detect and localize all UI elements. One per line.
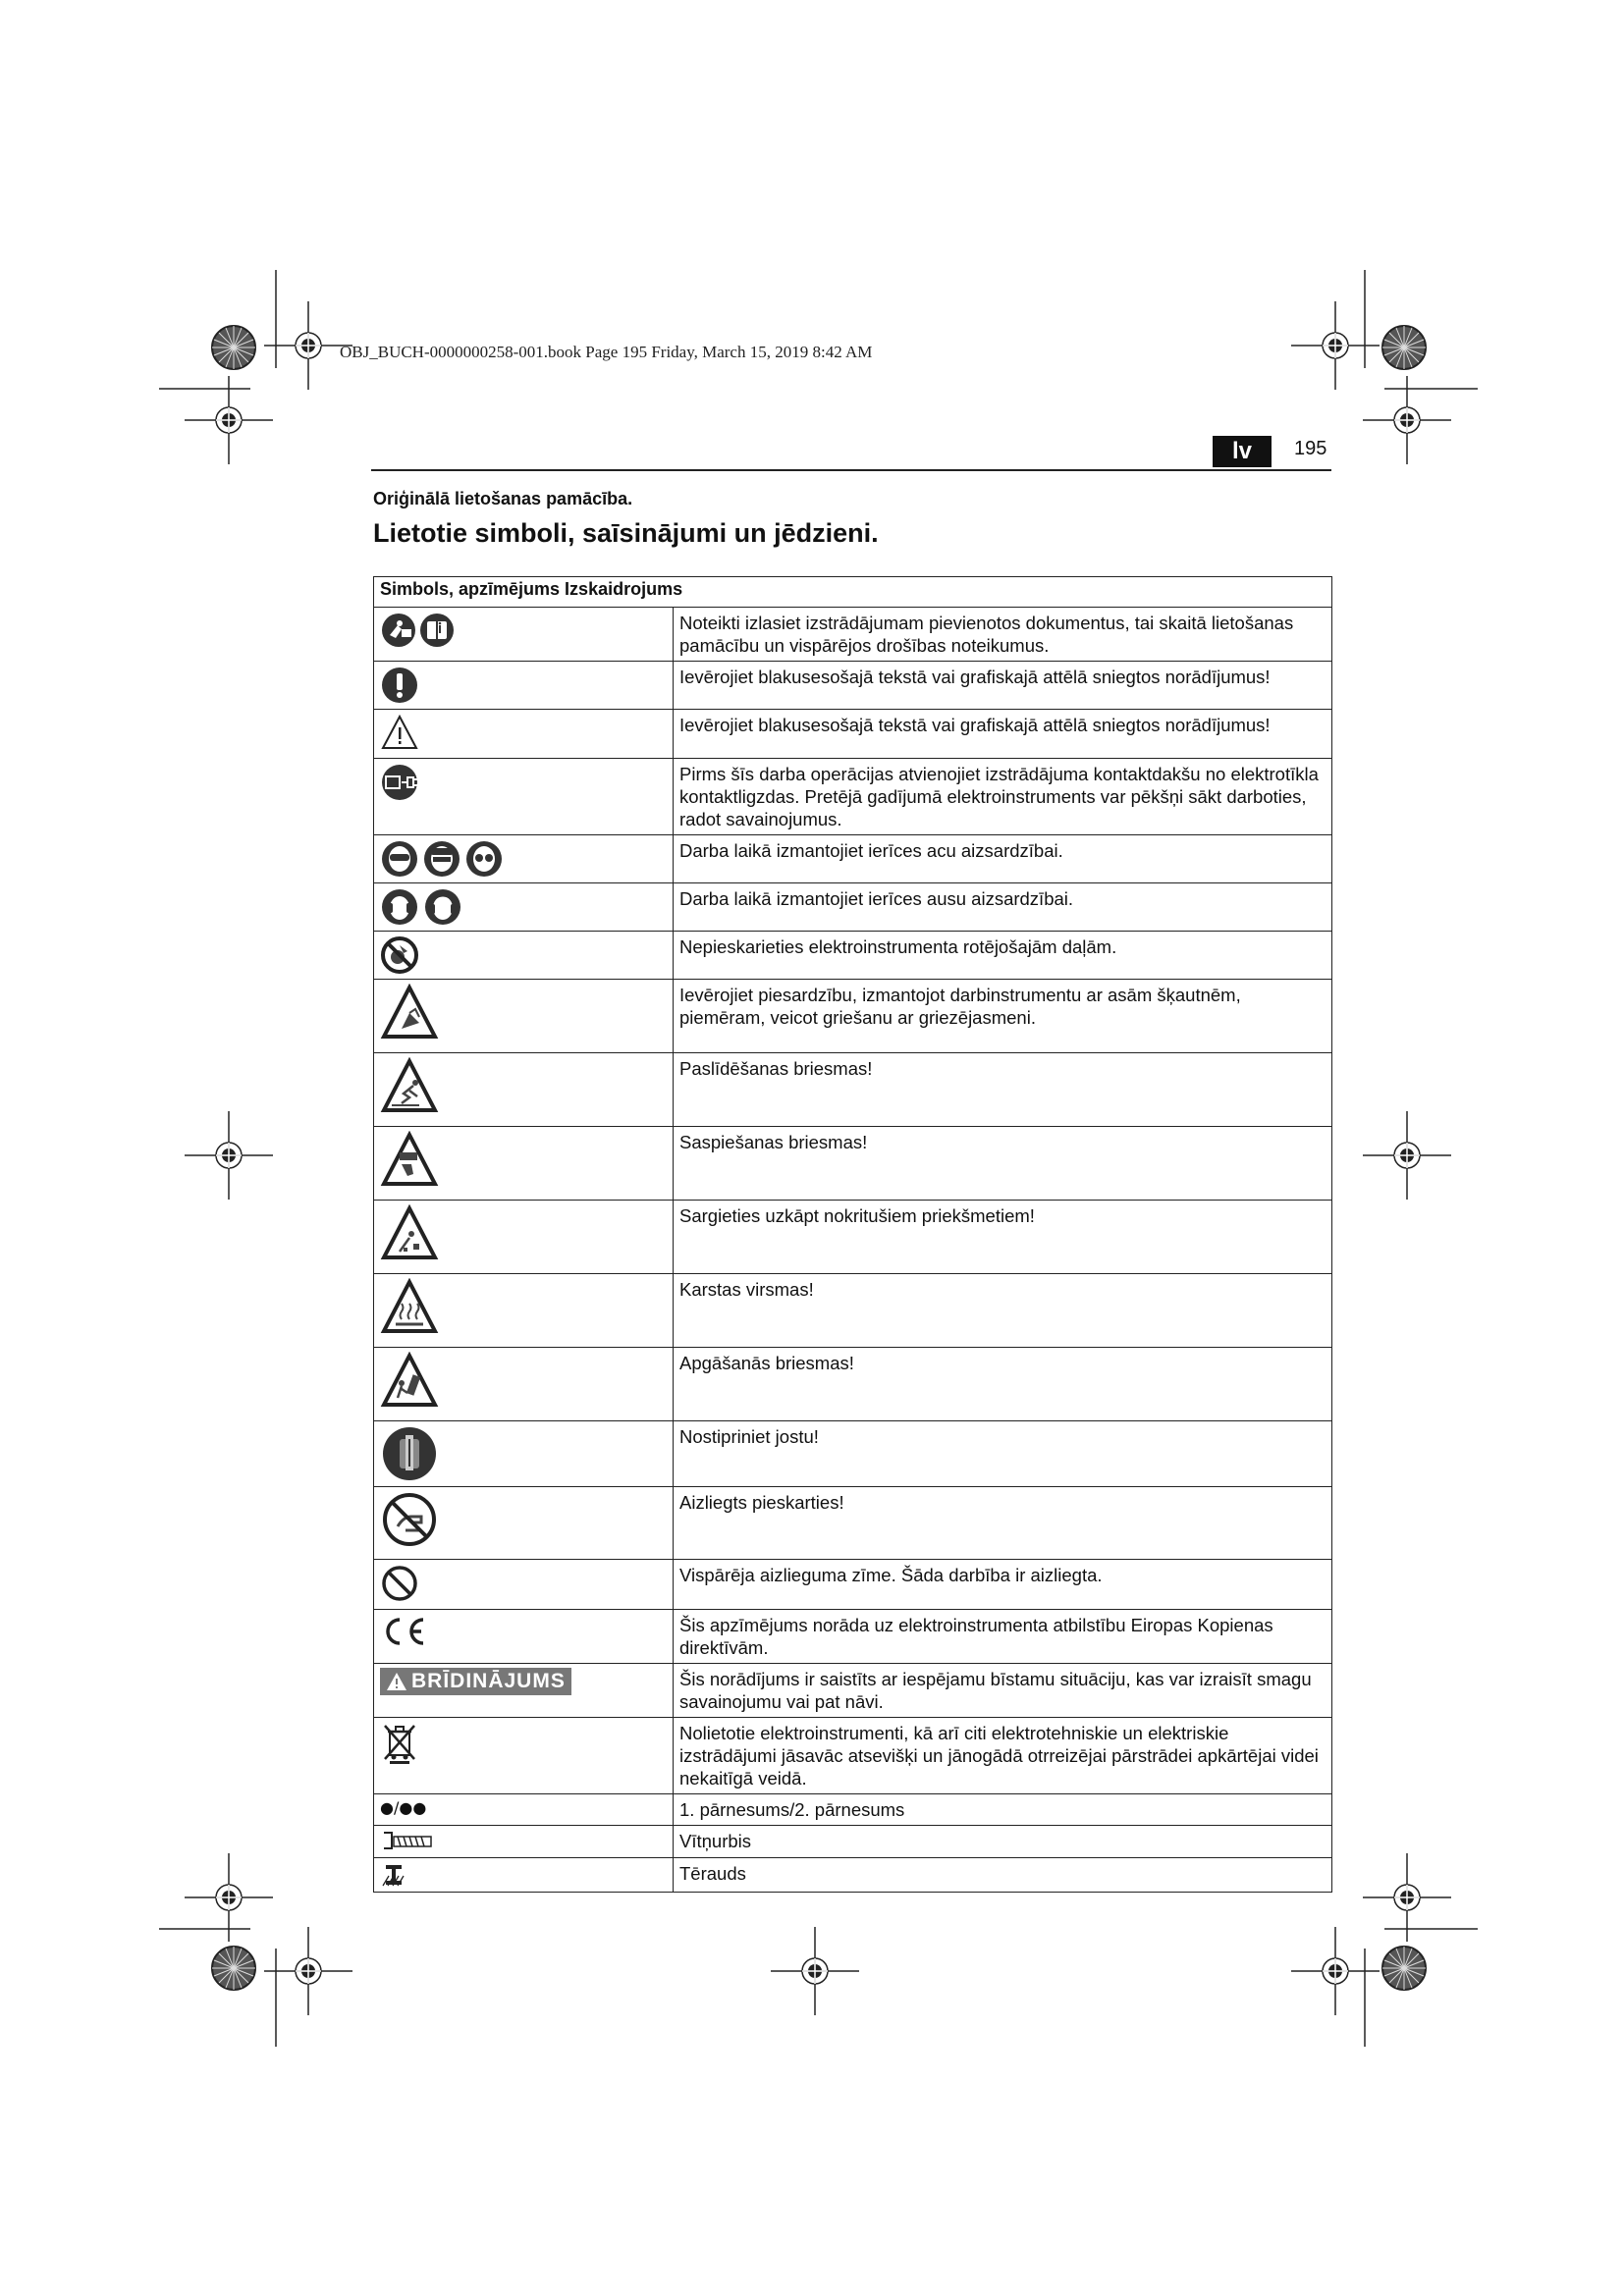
- crush-warning-icon: [380, 1131, 439, 1188]
- sharp-edges-warning-icon: [380, 984, 439, 1041]
- warning-badge-label: BRĪDINĀJUMS: [411, 1670, 566, 1692]
- ce-mark-icon: [380, 1614, 427, 1649]
- table-row: [374, 1053, 1332, 1127]
- table-header-row: [374, 577, 1332, 608]
- row-text: Šis apzīmējums norāda uz elektroinstrumenta atbilstību Eiropas Kopienas direktīvām.: [674, 1610, 1332, 1664]
- header-rule: [371, 469, 1331, 471]
- row-text: Tērauds: [674, 1858, 1332, 1893]
- document-subtitle: Oriģinālā lietošanas pamācība.: [373, 489, 633, 508]
- symbols-table: [373, 576, 1332, 1893]
- table-row: [374, 980, 1332, 1053]
- table-row: [374, 1560, 1332, 1610]
- gear-dots-icon: ●/●●: [380, 1798, 427, 1817]
- table-row: [374, 1348, 1332, 1421]
- table-row: [374, 1610, 1332, 1664]
- table-row: [374, 1421, 1332, 1487]
- page-title: Lietotie simboli, saīsinājumi un jēdzieni.: [373, 518, 879, 548]
- slip-warning-icon: [380, 1057, 439, 1114]
- falling-objects-warning-icon: [380, 1204, 439, 1261]
- table-row: [374, 662, 1332, 710]
- steel-icon: [380, 1862, 409, 1888]
- table-row: [374, 1201, 1332, 1274]
- table-row: [374, 1274, 1332, 1348]
- row-text: Apgāšanās briesmas!: [674, 1348, 1332, 1421]
- row-text: Paslīdēšanas briesmas!: [674, 1053, 1332, 1127]
- row-text: Nepieskarieties elektroinstrumenta rotējošajām daļām.: [674, 932, 1332, 980]
- table-row: [374, 1664, 1332, 1718]
- no-touch-rotating-icon: [380, 935, 419, 975]
- warning-badge: [380, 1668, 571, 1695]
- language-badge: lv: [1213, 436, 1272, 467]
- ear-protection-icon: [380, 887, 466, 927]
- tipping-warning-icon: [380, 1352, 439, 1409]
- row-text: Aizliegts pieskarties!: [674, 1487, 1332, 1560]
- warning-badge-triangle-icon: [386, 1672, 407, 1691]
- table-row: [374, 710, 1332, 759]
- table-row: [374, 1718, 1332, 1794]
- row-text: Sargieties uzkāpt nokritušiem priekšmetiem!: [674, 1201, 1332, 1274]
- warning-triangle-icon: [380, 714, 419, 751]
- table-row: [374, 835, 1332, 883]
- tap-drill-icon: [380, 1830, 435, 1851]
- table-row: [374, 608, 1332, 662]
- row-text: Ievērojiet blakusesošajā tekstā vai grafiskajā attēlā sniegtos norādījumus!: [674, 662, 1332, 710]
- table-header: Simbols, apzīmējums Izskaidrojums: [374, 577, 1332, 608]
- row-text: Pirms šīs darba operācijas atvienojiet izstrādājuma kontaktdakšu no elektrotīkla kontaktligzdas. Pretējā gadījumā elektroinstruments var pēkšņi sākt darboties, radot savainojumus.: [674, 759, 1332, 835]
- page-number: 195: [1294, 438, 1327, 459]
- prohibition-icon: [380, 1564, 419, 1603]
- read-manual-icon: [380, 612, 459, 649]
- table-row: [374, 1487, 1332, 1560]
- row-text: Darba laikā izmantojiet ierīces ausu aizsardzībai.: [674, 883, 1332, 932]
- row-text: Vītņurbis: [674, 1826, 1332, 1858]
- row-text: 1. pārnesums/2. pārnesums: [674, 1794, 1332, 1826]
- unplug-icon: [380, 763, 421, 802]
- row-text: Ievērojiet blakusesošajā tekstā vai grafiskajā attēlā sniegtos norādījumus!: [674, 710, 1332, 759]
- row-text: Vispārēja aizlieguma zīme. Šāda darbība ir aizliegta.: [674, 1560, 1332, 1610]
- row-text: Šis norādījums ir saistīts ar iespējamu bīstamu situāciju, kas var izraisīt smagu savainojumu vai pat nāvi.: [674, 1664, 1332, 1718]
- fasten-belt-icon: [380, 1425, 439, 1482]
- table-row: [374, 883, 1332, 932]
- table-row: [374, 1127, 1332, 1201]
- weee-bin-icon: [380, 1722, 419, 1765]
- table-row: [374, 932, 1332, 980]
- table-row: [374, 759, 1332, 835]
- book-info-line: OBJ_BUCH-0000000258-001.book Page 195 Friday, March 15, 2019 8:42 AM: [340, 343, 873, 361]
- mandatory-exclamation-icon: [380, 666, 419, 705]
- row-text: Saspiešanas briesmas!: [674, 1127, 1332, 1201]
- table-row: [374, 1794, 1332, 1826]
- table-row: [374, 1826, 1332, 1858]
- row-text: Ievērojiet piesardzību, izmantojot darbinstrumentu ar asām šķautnēm, piemēram, veicot griešanu ar griezējasmeni.: [674, 980, 1332, 1053]
- row-text: Nolietotie elektroinstrumenti, kā arī citi elektrotehniskie un elektriskie izstrādājumi jāsavāc atsevišķi un jānogādā otrreizējai pārstrādei apkārtējai videi nekaitīgā veidā.: [674, 1718, 1332, 1794]
- row-text: Darba laikā izmantojiet ierīces acu aizsardzībai.: [674, 835, 1332, 883]
- no-touch-icon: [380, 1491, 439, 1548]
- table-row: [374, 1858, 1332, 1893]
- row-text: Karstas virsmas!: [674, 1274, 1332, 1348]
- eye-protection-icon: [380, 839, 508, 879]
- hot-surface-warning-icon: [380, 1278, 439, 1335]
- row-text: Noteikti izlasiet izstrādājumam pievienotos dokumentus, tai skaitā lietošanas pamācību un vispārējos drošības noteikumus.: [674, 608, 1332, 662]
- row-text: Nostipriniet jostu!: [674, 1421, 1332, 1487]
